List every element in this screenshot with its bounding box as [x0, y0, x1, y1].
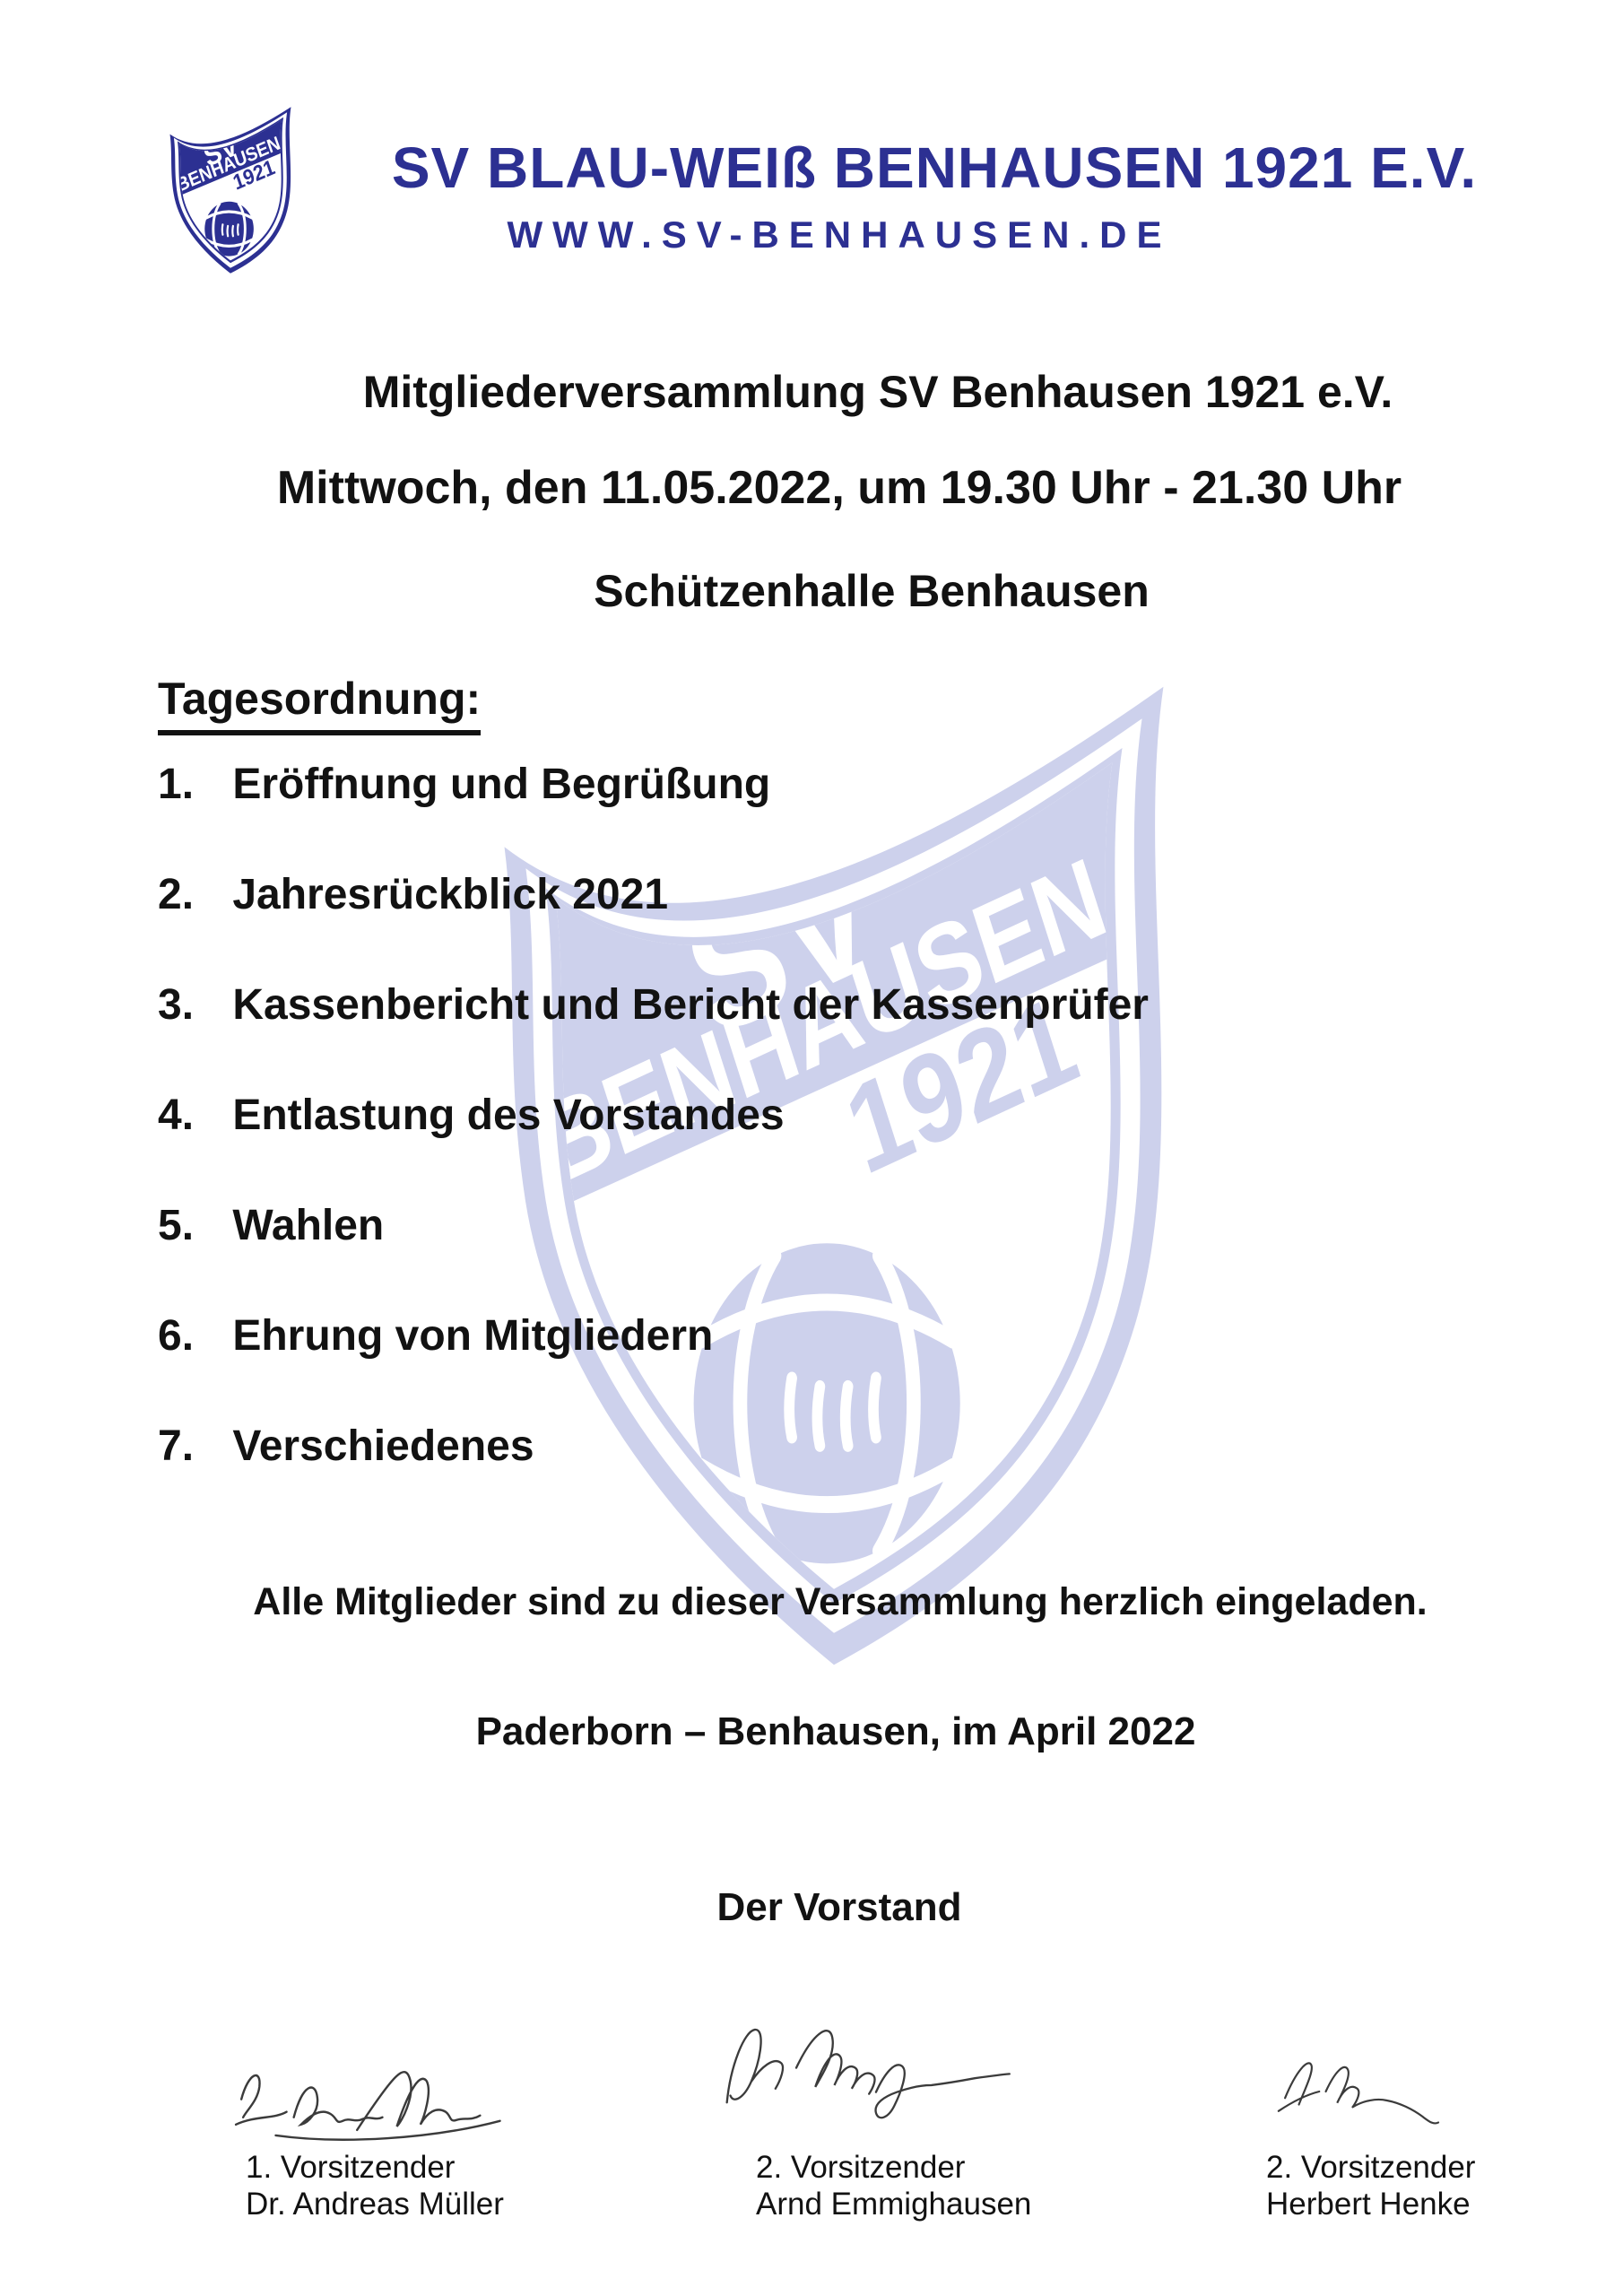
agenda-item-text: Eröffnung und Begrüßung: [232, 761, 771, 808]
meeting-datetime: Mittwoch, den 11.05.2022, um 19.30 Uhr - 21.30 Uhr: [276, 462, 1402, 514]
agenda-item: [158, 1199, 1149, 1309]
agenda-item: [158, 868, 1149, 978]
agenda-item-number: 2.: [158, 871, 195, 918]
club-name-title: SV BLAU-WEIß BENHAUSEN 1921 E.V.: [391, 135, 1478, 200]
agenda-item-number: 7.: [158, 1422, 195, 1470]
agenda-item: [158, 1089, 1149, 1199]
agenda-item: [158, 1309, 1149, 1420]
signatory-block: [756, 2149, 1031, 2222]
agenda-item-text: Ehrung von Mitgliedern: [232, 1312, 714, 1360]
signatory-role: 1. Vorsitzender: [246, 2150, 456, 2185]
signatory-name: Arnd Emmighausen: [756, 2187, 1032, 2222]
agenda-item-number: 3.: [158, 981, 195, 1029]
place-date-line: Paderborn – Benhausen, im April 2022: [475, 1709, 1196, 1753]
agenda-item-number: 6.: [158, 1312, 195, 1360]
signature-herbert-henke: [1252, 2038, 1481, 2127]
club-crest-logo: [160, 97, 301, 276]
board-line: Der Vorstand: [716, 1885, 962, 1929]
agenda-heading: Tagesordnung:: [158, 673, 481, 725]
agenda-item-text: Entlastung des Vorstandes: [232, 1091, 785, 1139]
agenda-item-text: Wahlen: [232, 1202, 385, 1249]
agenda-item-number: 5.: [158, 1202, 195, 1249]
agenda-item: [158, 1420, 1149, 1530]
signatory-block: [246, 2149, 504, 2222]
agenda-item-text: Verschiedenes: [232, 1422, 534, 1470]
signature-andreas-mueller: [223, 2034, 549, 2146]
club-website: WWW.SV-BENHAUSEN.DE: [507, 213, 1172, 256]
agenda-item-text: Kassenbericht und Bericht der Kassenprüfer: [232, 981, 1149, 1029]
signatory-name: Dr. Andreas Müller: [246, 2187, 504, 2222]
signature-arnd-emmighausen: [690, 2005, 1059, 2135]
signatory-role: 2. Vorsitzender: [756, 2150, 966, 2185]
signatory-name: Herbert Henke: [1266, 2187, 1471, 2222]
agenda-item: [158, 758, 1149, 868]
invitation-line: Alle Mitglieder sind zu dieser Versammlung herzlich eingeladen.: [253, 1580, 1428, 1623]
meeting-title: Mitgliederversammlung SV Benhausen 1921 e.V.: [362, 367, 1393, 417]
meeting-location: Schützenhalle Benhausen: [594, 566, 1150, 616]
agenda-item-text: Jahresrückblick 2021: [232, 871, 669, 918]
agenda-item: [158, 978, 1149, 1089]
agenda-item-number: 4.: [158, 1091, 195, 1139]
signatory-role: 2. Vorsitzender: [1266, 2150, 1476, 2185]
agenda-list: [158, 758, 1149, 1530]
agenda-item-number: 1.: [158, 761, 195, 808]
signatory-block: [1266, 2149, 1475, 2222]
